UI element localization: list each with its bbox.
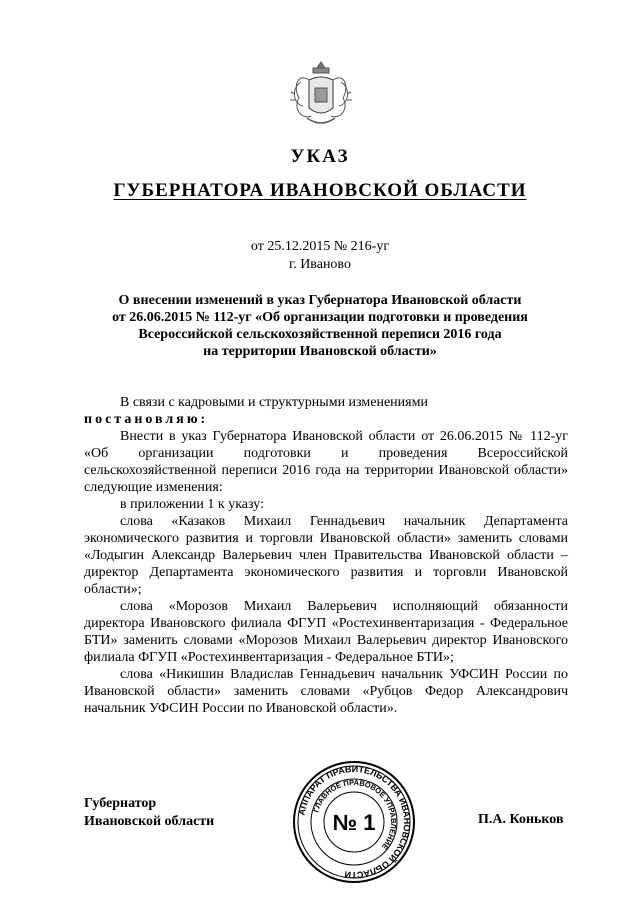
decree-title-line: Всероссийской сельскохозяйственной переписи 2016 года <box>138 327 502 342</box>
signatory-position-line1: Губернатор <box>84 796 157 811</box>
signatory-name: П.А. Коньков <box>478 812 564 827</box>
decree-city: г. Иваново <box>289 257 351 272</box>
paragraph-3: слова «Казаков Михаил Геннадьевич начальник Департамента экономического развития и торговли Ивановской области» заменить словами «Лодыгин Александр Валерьевич член Правительства Ивановской области – директор Департамента экономического развития и торговли Ивановской области»; <box>84 514 568 597</box>
decree-body <box>84 394 568 717</box>
signatory-position-line2: Ивановской области <box>84 814 215 829</box>
intro-text: В связи с кадровыми и структурными изменениями <box>120 395 428 410</box>
decree-subheading-text: ГУБЕРНАТОРА ИВАНОВСКОЙ ОБЛАСТИ <box>113 180 527 201</box>
decree-meta <box>0 238 640 274</box>
seal-inner-text: ГЛАВНОЕ ПРАВОВОЕ УПРАВЛЕНИЕ <box>311 777 399 852</box>
seal-ring-text: АППАРАТ ПРАВИТЕЛЬСТВА ИВАНОВСКОЙ ОБЛАСТИ <box>296 763 413 881</box>
decree-title-line: на территории Ивановской области» <box>203 344 437 359</box>
decree-title-line: О внесении изменений в указ Губернатора Ивановской области <box>118 293 522 308</box>
decree-date-number: от 25.12.2015 № 216-уг <box>250 239 390 254</box>
decree-word: постановляю: <box>84 412 209 427</box>
signatory-position <box>84 795 214 831</box>
decree-title-line: от 26.06.2015 № 112-уг «Об организации подготовки и проведения <box>112 310 528 325</box>
paragraph-2: в приложении 1 к указу: <box>120 497 264 512</box>
seal-number: № 1 <box>332 810 376 835</box>
decree-title <box>90 292 550 360</box>
paragraph-4: слова «Морозов Михаил Валерьевич исполняющий обязанности директора Ивановского филиала ФГУП «Ростехинвентаризация - Федеральное БТИ» заменить словами «Морозов Михаил Валерьевич директор Ивановского филиала ФГУП «Ростехинвентаризация - Федеральное БТИ»; <box>84 599 568 665</box>
coat-of-arms-emblem <box>287 58 355 132</box>
official-seal-stamp <box>292 760 416 884</box>
paragraph-5: слова «Никишин Владислав Геннадьевич начальник УФСИН России по Ивановской области» заменить словами «Рубцов Федор Александрович начальник УФСИН России по Ивановской области». <box>84 667 568 716</box>
intro-paragraph <box>84 394 568 428</box>
decree-subheading <box>0 180 640 202</box>
decree-heading: УКАЗ <box>290 146 350 167</box>
paragraph-1: Внести в указ Губернатора Ивановской области от 26.06.2015 № 112-уг «Об организации подготовки и проведения Всероссийской сельскохозяйственной переписи 2016 года на территории Ивановской области» следующие изменения: <box>84 429 568 495</box>
